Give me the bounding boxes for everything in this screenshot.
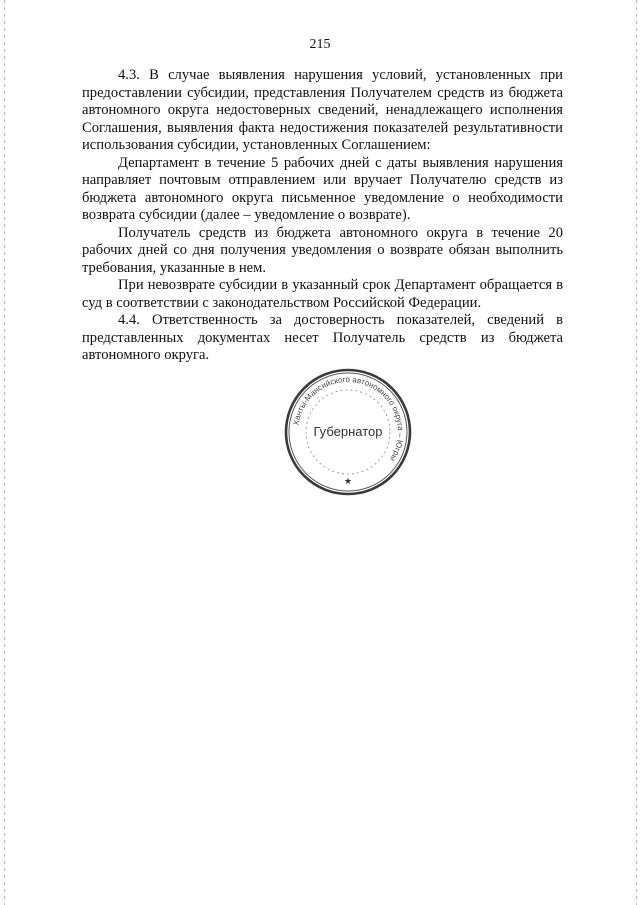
official-seal — [284, 368, 412, 496]
paragraph-notification: Департамент в течение 5 рабочих дней с даты выявления нарушения направляет почтовым отправлением или вручает Получателю средств из бюджета автономного округа письменное уведомление о необходимости возврата субсидии (далее – уведомление о возврате). — [82, 154, 563, 223]
seal-center-text: Губернатор — [313, 424, 383, 439]
page-number: 215 — [309, 37, 331, 52]
paragraph-4-4: 4.4. Ответственность за достоверность показателей, сведений в представленных документах несет Получатель средств из бюджета автономного округа. — [82, 312, 563, 363]
paragraph-4-3: 4.3. В случае выявления нарушения условий, установленных при предоставлении субсидии, представления Получателем средств из бюджета автономного округа недостоверных сведений, ненадлежащего исполнения Соглашения, выявления факта недостижения показателей результативности использования субсидии, установленных Соглашением: — [82, 67, 563, 153]
right-scan-edge — [636, 0, 637, 905]
left-scan-edge — [4, 0, 5, 905]
paragraph-recipient-obligation: Получатель средств из бюджета автономного округа в течение 20 рабочих дней со дня получения уведомления о возврате обязан выполнить требования, указанные в нем. — [82, 224, 563, 276]
seal-graphic — [284, 368, 412, 496]
paragraph-court: При невозврате субсидии в указанный срок Департамент обращается в суд в соответствии с законодательством Российской Федерации. — [82, 277, 563, 311]
seal-star-icon: ★ — [343, 476, 353, 486]
document-body — [82, 67, 563, 365]
seal-ring-text: Ханты-Мансийского автономного округа – Югры — [291, 374, 406, 463]
